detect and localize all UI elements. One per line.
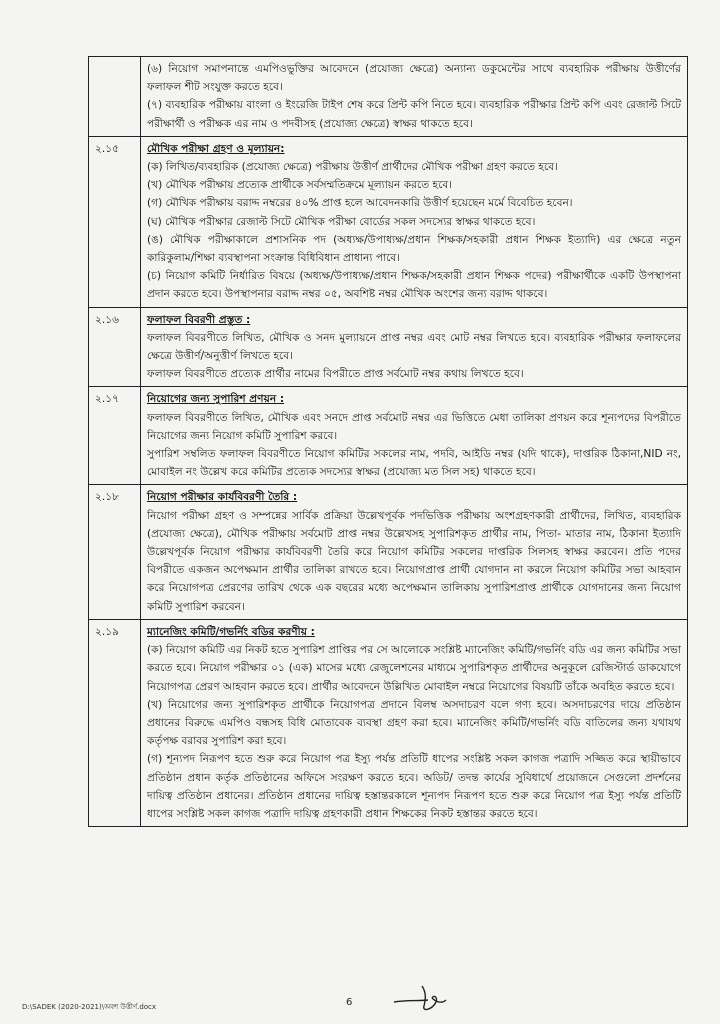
section-row bbox=[89, 136, 688, 307]
footer-file-path: D:\SADEK (2020-2021)\অবশ উত্তীর্ণ.docx bbox=[22, 1003, 157, 1011]
signature-mark bbox=[392, 980, 448, 1016]
section-paragraph: (গ) মৌখিক পরীক্ষায় বরাদ্দ নম্বরের ৪০% প্রাপ্ত হলে আবেদনকারি উত্তীর্ণ হয়েছেন মর্মে বিবেচিত হবেন। bbox=[147, 197, 573, 210]
section-heading: ফলাফল বিবরণী প্রস্তুত : bbox=[147, 313, 251, 326]
section-row bbox=[89, 619, 688, 826]
section-row bbox=[89, 307, 688, 387]
guideline-table bbox=[88, 56, 688, 827]
section-paragraph: (খ) মৌখিক পরীক্ষায় প্রত্যেক প্রার্থীকে সর্বসম্মতিক্রমে মূল্যায়ন করতে হবে। bbox=[147, 179, 453, 192]
section-paragraph: (চ) নিয়োগ কমিটি নির্ধারিত বিষয়ে (অধ্যক্ষ/উপাধ্যক্ষ/প্রধান শিক্ষক/সহকারী প্রধান শিক্ষক পদের) পরীক্ষার্থীকে একটি উপস্থাপনা প্রদান করতে হবে। উপস্থাপনার বরাদ্দ নম্বর ০৫, অবশিষ্ট নম্বর মৌখিক অংশের জন্য বরাদ্দ থাকবে। bbox=[147, 270, 681, 301]
section-paragraph: ফলাফল বিবরণীতে লিখিত, মৌখিক এবং সনদে প্রাপ্ত সর্বমোট নম্বর এর ভিত্তিতে মেধা তালিকা প্রণয়ন করে শূন্যপদের বিপরীতে নিয়োগের জন্য নিয়োগ কমিটি সুপারিশ করবে। bbox=[147, 411, 681, 442]
section-content bbox=[141, 619, 688, 826]
section-paragraph: (ঙ) মৌখিক পরীক্ষাকালে প্রশাসনিক পদ (অধ্যক্ষ/উপাধ্যক্ষ/প্রধান শিক্ষক/সহকারী প্রধান শিক্ষক ইত্যাদি) এর ক্ষেত্রে নতুন কারিকুলাম/শিক্ষা ব্যবস্থাপনা সংক্রান্ত বিধিবিধান প্রাধান্য পাবে। bbox=[147, 233, 681, 265]
section-paragraph: (ক) নিয়োগ কমিটি এর নিকট হতে সুপারিশ প্রাপ্তির পর সে আলোকে সংশ্লিষ্ট ম্যানেজিং কমিটি/গভর্নিং বডি এর জন্য কমিটির সভা করতে হবে। নিয়োগ পরীক্ষার ০১ (এক) মাসের মধ্যে রেজুলেশনের মাধ্যমে সুপারিশকৃত প্রার্থীদের অনুকূলে রেজিস্টার্ড ডাকযোগে নিয়োগপত্র প্রেরণ আহবান করতে হবে। প্রার্থীর আবেদনে উল্লিখিত মোবাইল নম্বরে নিয়োগের বিষয়টি তাঁকে অবহিত করতে হবে। bbox=[147, 644, 681, 693]
section-content bbox=[141, 136, 688, 307]
section-row bbox=[89, 387, 688, 485]
section-number: ২.১৭ bbox=[89, 387, 141, 485]
section-heading: ম্যানেজিং কমিটি/গভর্নিং বডির করণীয় : bbox=[147, 625, 315, 638]
section-row bbox=[89, 485, 688, 619]
section-paragraph: (ক) লিখিত/ব্যবহারিক (প্রযোজ্য ক্ষেত্রে) পরীক্ষায় উত্তীর্ণ প্রার্থীদের মৌখিক পরীক্ষা গ্রহণ করতে হবে। bbox=[147, 161, 558, 174]
section-number: ২.১৬ bbox=[89, 307, 141, 387]
section-number bbox=[89, 57, 141, 137]
section-paragraph: (ঘ) মৌখিক পরীক্ষার রেজাল্ট সিটে মৌখিক পরীক্ষা বোর্ডের সকল সদস্যের স্বাক্ষর থাকতে হবে। bbox=[147, 215, 536, 228]
section-number: ২.১৯ bbox=[89, 619, 141, 826]
section-paragraph: সুপারিশ সম্বলিত ফলাফল বিবরণীতে নিয়োগ কমিটির সকলের নাম, পদবি, আইডি নম্বর (যদি থাকে), দাপ্তরিক ঠিকানা,NID নং, মোবাইল নং উল্লেখ করে কমিটির প্রত্যেক সদস্যের স্বাক্ষর (প্রযোজ্য মত সিল সহ) থাকতে হবে। bbox=[147, 448, 681, 479]
section-paragraph: নিয়োগ পরীক্ষা গ্রহণ ও সম্পন্নের সার্বিক প্রক্রিয়া উল্লেখপূর্বক পদভিত্তিক পরীক্ষায় অংশগ্রহণকারী প্রার্থীদের, লিখিত, ব্যবহারিক (প্রযোজ্য ক্ষেত্রে), মৌখিক পরীক্ষায় সর্বমোট প্রাপ্ত নম্বর উল্লেখসহ সুপারিশকৃত প্রার্থীর নাম, পিতা- মাতার নাম, ঠিকানা ইত্যাদি উল্লেখপূর্বক নিয়োগ পরীক্ষার কার্যবিবরণী তৈরি করে নিয়োগ কমিটির সকলের দাপ্তরিক সিলসহ স্বাক্ষর করবেন। প্রতি পদের বিপরীতে একজন অপেক্ষমান প্রার্থীর তালিকা রাখতে হবে। নিয়োগপ্রাপ্ত প্রার্থী যোগদান না করলে নিয়োগ কমিটির সভা আহবান করে নিয়োগপত্র প্রেরণের তারিখ থেকে এক বছরের মধ্যে অপেক্ষমান তালিকায় সুপারিশপ্রাপ্ত প্রার্থীকে যোগদানের জন্য নিয়োগ কমিটি সুপারিশ করবেন। bbox=[147, 509, 681, 613]
page-number: 6 bbox=[346, 997, 353, 1008]
section-content bbox=[141, 57, 688, 137]
section-paragraph: (৭) ব্যবহারিক পরীক্ষায় বাংলা ও ইংরেজি টাইপ শেষ করে প্রিন্ট কপি নিতে হবে। ব্যবহারিক পরীক্ষার প্রিন্ট কপি এবং রেজাল্ট সিটে পরীক্ষার্থী ও পরীক্ষক এর নাম ও পদবীসহ (প্রযোজ্য ক্ষেত্রে) স্বাক্ষর থাকতে হবে। bbox=[147, 99, 681, 130]
section-heading: মৌখিক পরীক্ষা গ্রহণ ও মূল্যায়ন: bbox=[147, 142, 285, 155]
section-paragraph: (গ) শূন্যপদ নিরূপণ হতে শুরু করে নিয়োগ পত্র ইস্যু পর্যন্ত প্রতিটি ধাপের সংশ্লিষ্ট সকল কাগজ পত্রাদি সজ্জিত করে স্থায়ীভাবে প্রতিষ্ঠান প্রধান কর্তৃক প্রতিষ্ঠানের অফিসে সংরক্ষণ করতে হবে। অডিট/ তদন্ত কার্যের সুবিধার্থে প্রয়োজনে সেগুলো প্রদর্শনের দায়িত্ব প্রতিষ্ঠান প্রধানের। প্রতিষ্ঠান প্রধানের দায়িত্ব হস্তান্তরকালে শূন্যপদ নিরূপণ হতে শুরু করে নিয়োগ পত্র ইস্যু পর্যন্ত প্রতিটি ধাপের সংশ্লিষ্ট সকল কাগজ পত্রাদি দায়িত্ব গ্রহণকারী প্রধান শিক্ষকের নিকট হস্তান্তর করতে হবে। bbox=[147, 753, 681, 820]
section-heading: নিয়োগ পরীক্ষার কার্যবিবরণী তৈরি : bbox=[147, 491, 298, 504]
section-row bbox=[89, 57, 688, 137]
section-number: ২.১৫ bbox=[89, 136, 141, 307]
section-paragraph: ফলাফল বিবরণীতে লিখিত, মৌখিক ও সনদ মুল্যায়নে প্রাপ্ত নম্বর এবং মোট নম্বর লিখতে হবে। ব্যবহারিক পরীক্ষার ফলাফলের ক্ষেত্রে উত্তীর্ণ/অনুত্তীর্ণ লিখতে হবে। bbox=[147, 331, 681, 363]
section-content bbox=[141, 485, 688, 619]
section-paragraph: ফলাফল বিবরণীতে প্রত্যেক প্রার্থীর নামের বিপরীতে প্রাপ্ত সর্বমোট নম্বর কথায় লিখতে হবে। bbox=[147, 368, 524, 381]
section-paragraph: (৬) নিয়োগ সমাপনান্তে এমপিওভুক্তির আবেদনে (প্রযোজ্য ক্ষেত্রে) অন্যান্য ডকুমেন্টের সাথে ব্যবহারিক পরীক্ষায় উত্তীর্ণের ফলাফল শীট সংযুক্ত করতে হবে। bbox=[147, 63, 681, 94]
section-content bbox=[141, 387, 688, 485]
section-number: ২.১৮ bbox=[89, 485, 141, 619]
section-content bbox=[141, 307, 688, 387]
section-heading: নিয়োগের জন্য সুপারিশ প্রণয়ন : bbox=[147, 393, 285, 406]
section-paragraph: (খ) নিয়োগের জন্য সুপারিশকৃত প্রার্থীকে নিয়োগপত্র প্রদানে বিলম্ব অসদাচরণ বলে গণ্য হবে। অসদাচরণের দায়ে প্রতিষ্ঠান প্রধানের বিরুদ্ধে এমপিও বন্ধসহ বিধি মোতাবেক ব্যবস্থা গ্রহণ করা হবে। ম্যানেজিং কমিটি/গভর্নিং বডি বাতিলের জন্য যথাযথ কর্তৃপক্ষ বরাবর সুপারিশ করা হবে। bbox=[147, 698, 681, 748]
